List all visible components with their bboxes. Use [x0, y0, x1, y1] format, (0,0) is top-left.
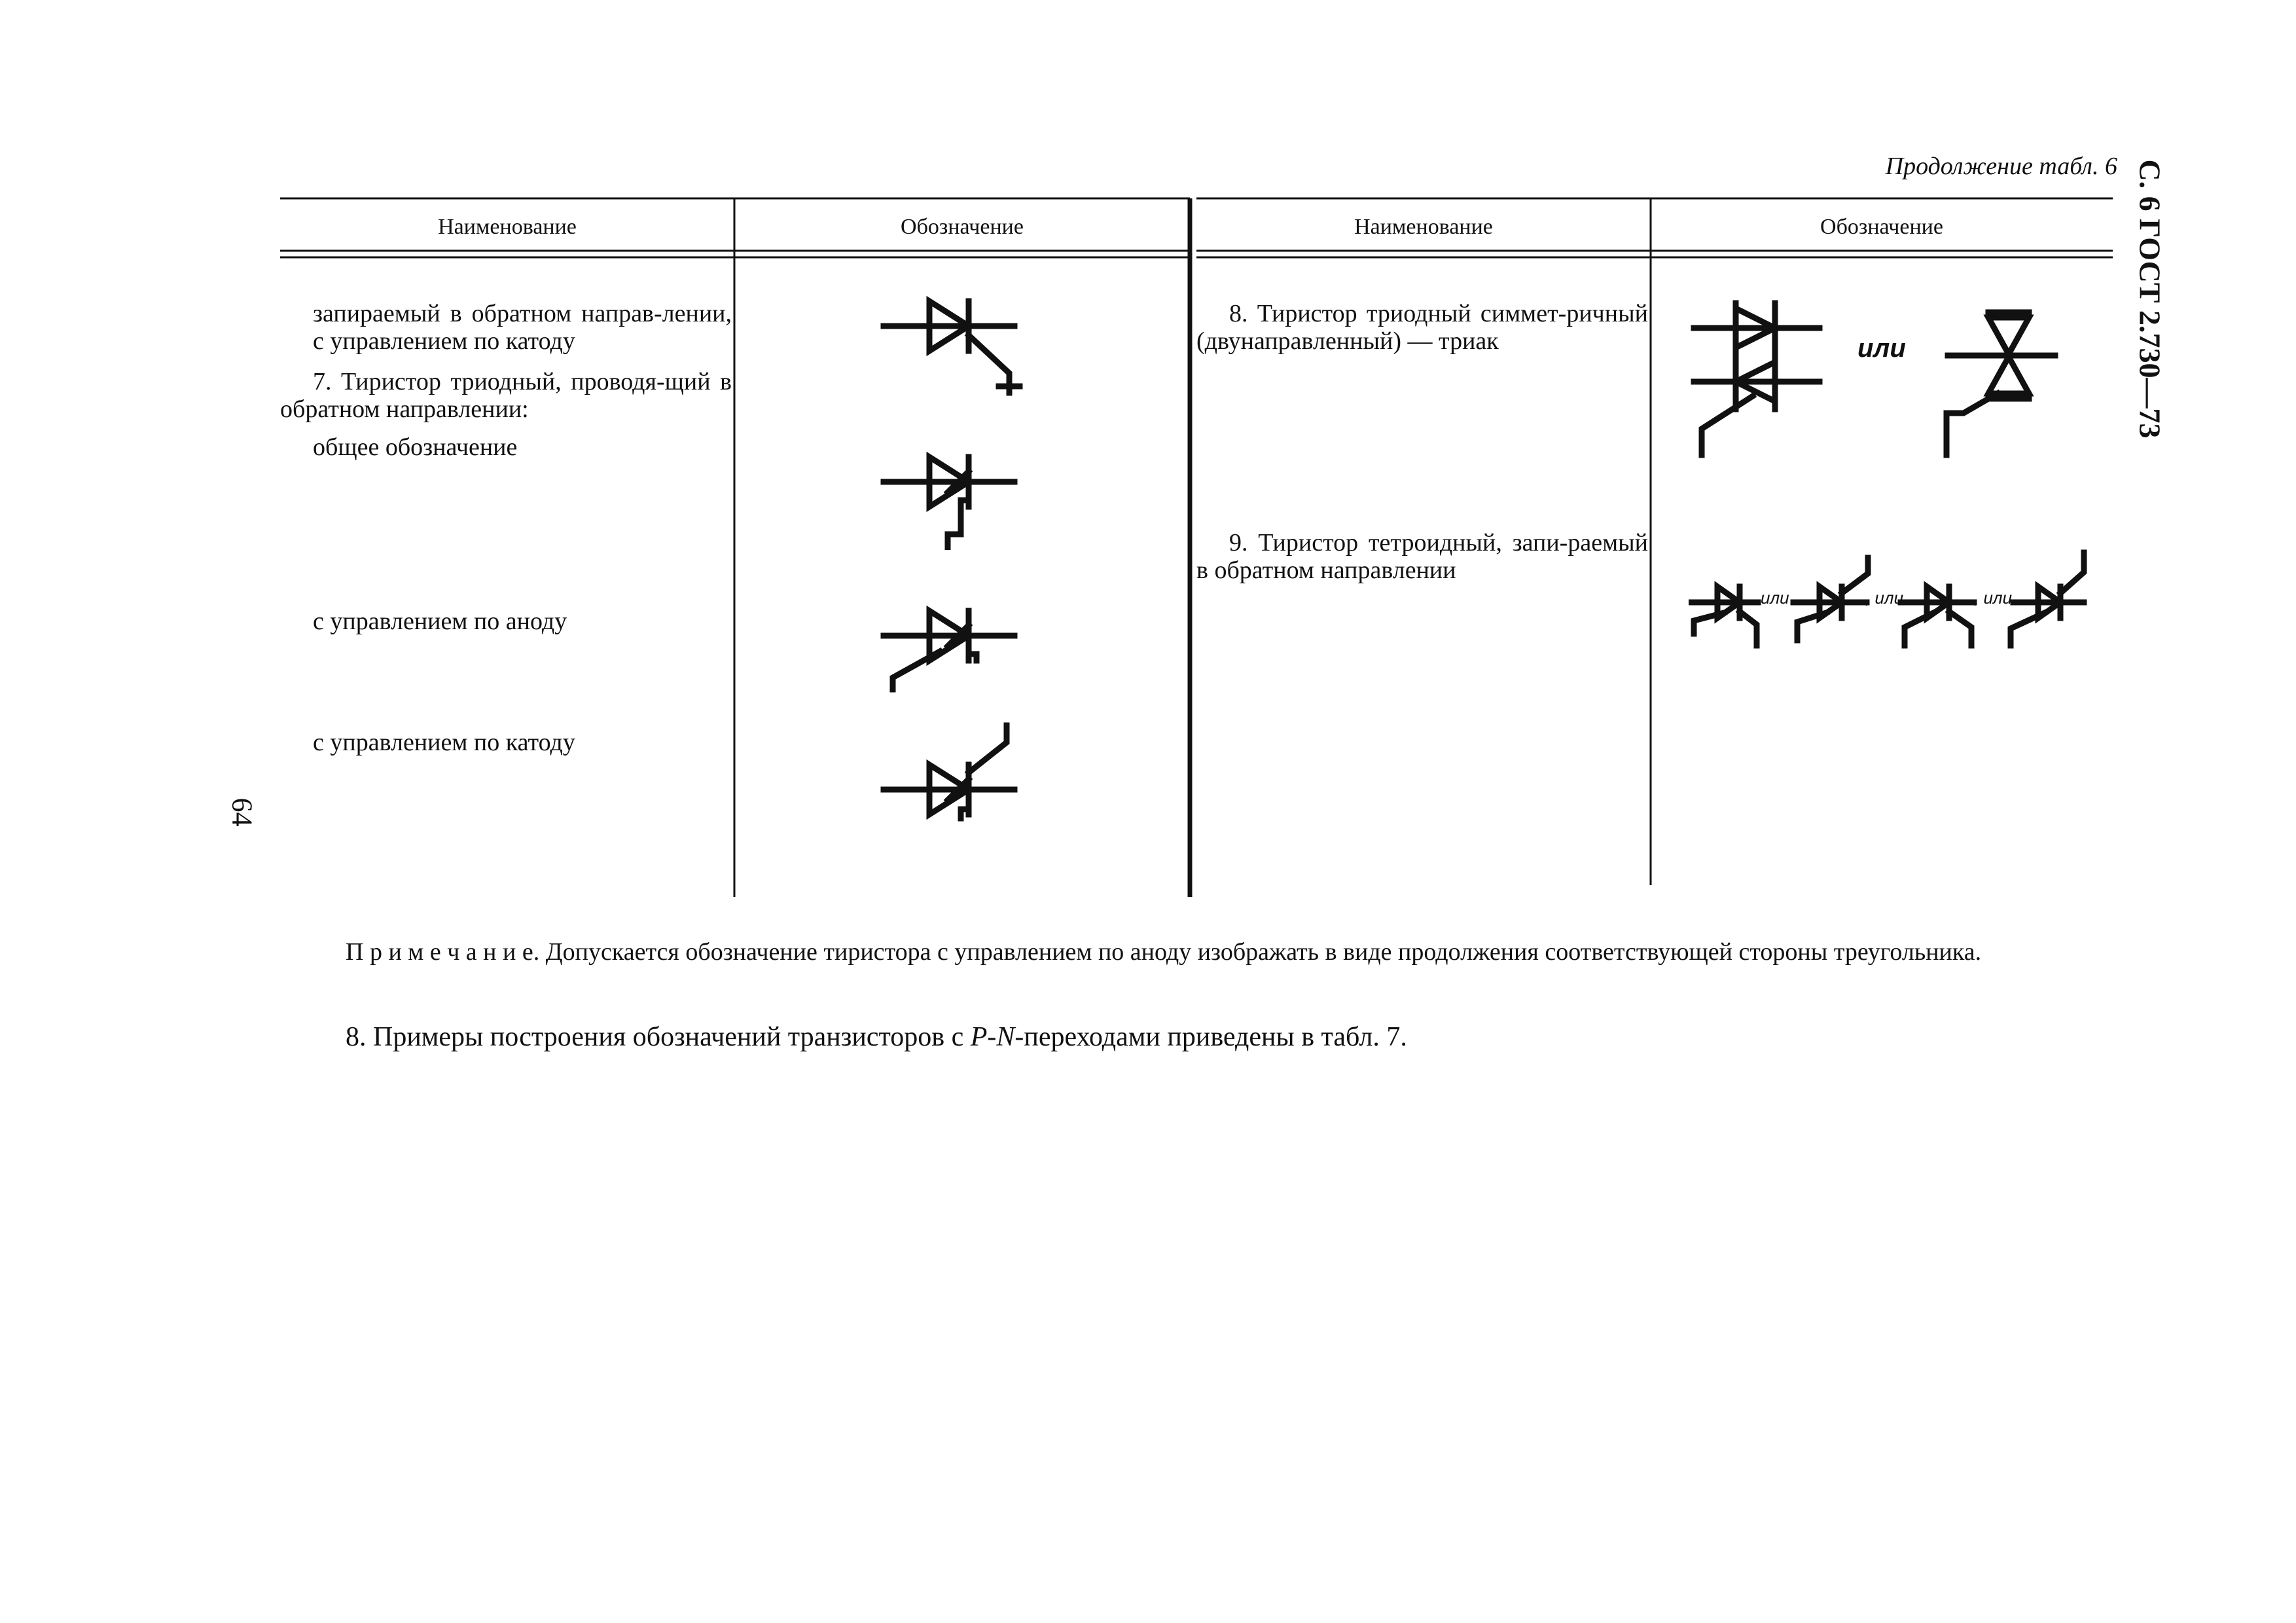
row-general-text: общее обозначение — [313, 433, 518, 461]
row-7-title-text: 7. Тиристор триодный, проводя-щий в обратном направлении: — [280, 368, 732, 423]
row-anode-control-text: с управлением по аноду — [313, 608, 567, 635]
tetrode-or-label-1: или — [1761, 588, 1789, 608]
row-9-tetrode-text: 9. Тиристор тетроидный, запи-раемый в обратном направлении — [1196, 529, 1648, 584]
thyristor-reverse-conducting-cathode-control-symbol — [877, 720, 1034, 825]
tetrode-or-label-3: , или — [1974, 588, 2013, 608]
triac-symbol — [1689, 298, 2094, 468]
paragraph-8 — [346, 1021, 2113, 1053]
thyristor-reverse-blocking-cathode-control-symbol — [877, 295, 1034, 406]
thyristor-reverse-conducting-general-symbol — [877, 452, 1034, 550]
header-name-left: Наименование — [438, 215, 577, 239]
side-standard-stamp-text: С. 6 ГОСТ 2.730—73 — [2133, 159, 2167, 439]
triac-or-label: или — [1857, 334, 1906, 363]
header-symbol-left: Обозначение — [901, 215, 1024, 239]
thyristor-reverse-conducting-anode-control-symbol — [877, 606, 1034, 704]
header-symbol-right: Обозначение — [1820, 215, 1943, 239]
tetrode-or-label-2: , или — [1865, 588, 1904, 608]
row-cathode-control-text: с управлением по катоду — [313, 729, 575, 756]
row-reverse-blocking-cathode-text: запираемый в обратном направ-лении, с управлением по катоду — [313, 300, 732, 355]
paragraph-8-suffix: -переходами приведены в табл. 7. — [1014, 1022, 1407, 1052]
page-number-text: 64 — [226, 797, 259, 827]
table-continuation-caption: Продолжение табл. 6 — [1885, 153, 2117, 180]
row-8-triac-text: 8. Тиристор триодный симмет-ричный (двунаправленный) — триак — [1196, 300, 1648, 355]
header-name-right: Наименование — [1354, 215, 1493, 239]
paragraph-8-pn: P-N — [970, 1022, 1015, 1052]
paragraph-8-prefix: 8. Примеры построения обозначений транзисторов с — [346, 1022, 971, 1052]
note-text: П р и м е ч а н и е. Допускается обозначение тиристора с управлением по аноду изображать в виде продолжения соответствующей стороны треугольника. — [346, 938, 1982, 966]
